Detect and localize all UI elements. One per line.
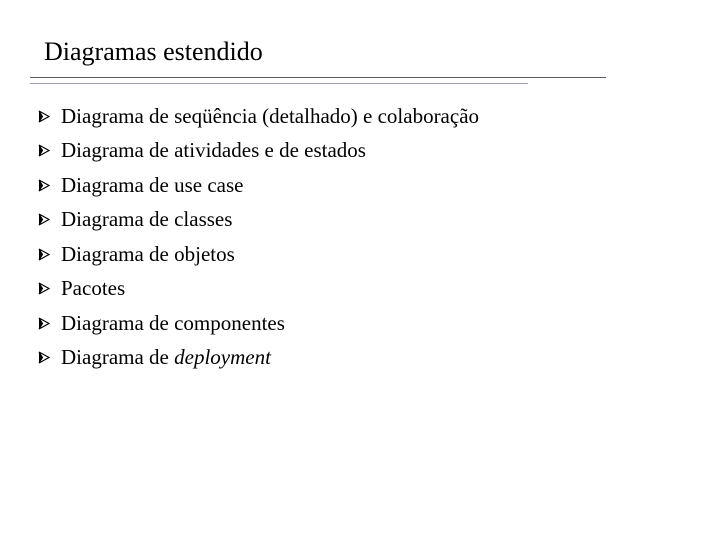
bullet-item	[38, 168, 479, 203]
bullet-item	[38, 341, 479, 376]
arrowhead-bullet-icon	[38, 144, 61, 157]
bullet-text-emphasis: deployment	[174, 345, 271, 370]
bullet-text: Diagrama de classes	[61, 207, 233, 232]
arrowhead-bullet-icon	[38, 213, 61, 226]
bullet-text: Diagrama de use case	[61, 172, 244, 197]
bullet-item	[38, 99, 479, 134]
bullet-item	[38, 306, 479, 341]
arrowhead-bullet-icon	[38, 179, 61, 192]
bullet-text	[61, 345, 271, 370]
bullet-text: Diagrama de componentes	[61, 310, 285, 335]
title-rule-top	[30, 77, 606, 78]
bullet-item	[38, 237, 479, 272]
bullet-text: Pacotes	[61, 276, 126, 301]
arrowhead-bullet-icon	[38, 351, 61, 364]
bullet-text-plain: Diagrama de	[61, 345, 175, 370]
bullet-list	[38, 99, 479, 375]
bullet-text: Diagrama de seqüência (detalhado) e colaboração	[61, 103, 480, 128]
title-rule-bottom	[30, 83, 528, 84]
arrowhead-bullet-icon	[38, 110, 61, 123]
bullet-text: Diagrama de objetos	[61, 241, 235, 266]
arrowhead-bullet-icon	[38, 317, 61, 330]
bullet-item	[38, 134, 479, 169]
arrowhead-bullet-icon	[38, 282, 61, 295]
bullet-item	[38, 203, 479, 238]
bullet-item	[38, 272, 479, 307]
arrowhead-bullet-icon	[38, 248, 61, 261]
slide-title: Diagramas estendido	[44, 37, 263, 66]
bullet-text: Diagrama de atividades e de estados	[61, 138, 366, 163]
